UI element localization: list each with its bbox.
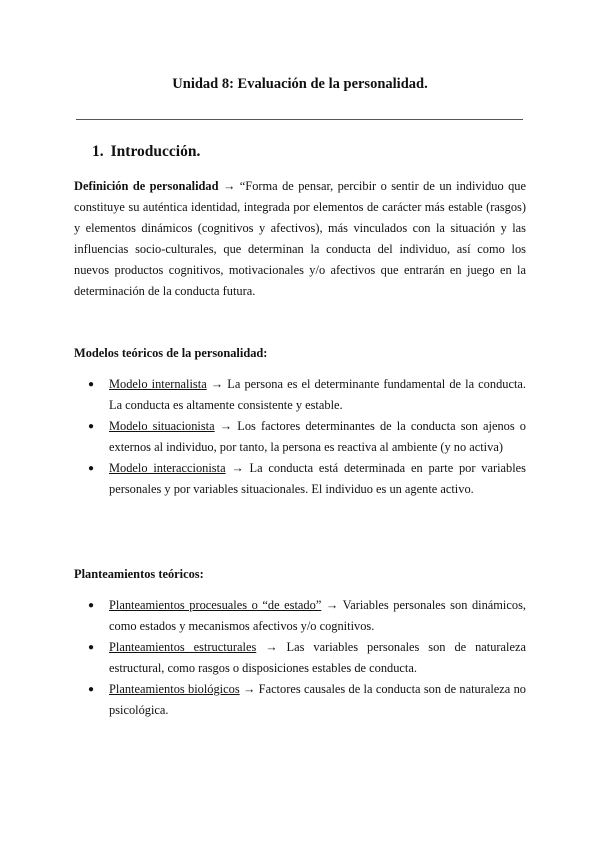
- approach-term: Planteamientos procesuales o “de estado”: [109, 598, 322, 612]
- approaches-heading: Planteamientos teóricos:: [74, 567, 204, 581]
- approach-description: Variables personales son dinámicos, como estados y mecanismos afectivos y/o cognitivos.: [109, 598, 526, 633]
- model-description: La persona es el determinante fundamental de la conducta. La conducta es altamente consistente y estable.: [109, 377, 526, 412]
- approach-arrow: →: [321, 598, 343, 612]
- model-term: Modelo situacionista: [109, 419, 215, 433]
- bullet-icon: ●: [88, 600, 95, 611]
- bullet-icon: ●: [88, 379, 95, 390]
- definition-text: “Forma de pensar, percibir o sentir de un individuo que constituye su auténtica identidad, integrada por elementos de carácter más estable (rasgos) y elementos dinámicos (cognitivos y afectivos), más vinculados con la situación y las influencias socio-culturales, que determinan la conducta del individuo, así como los nuevos productos cognitivos, motivacionales y/o afectivos que entrarán en juego en la determinación de la conducta futura.: [74, 179, 526, 298]
- definition-arrow: →: [218, 179, 240, 193]
- approach-term: Planteamientos biológicos: [109, 682, 240, 696]
- approach-description: Las variables personales son de naturaleza estructural, como rasgos o disposiciones estables de conducta.: [109, 640, 526, 675]
- approach-arrow: →: [239, 682, 259, 696]
- models-list: [74, 374, 526, 500]
- approach-description: Factores causales de la conducta son de naturaleza no psicológica.: [109, 682, 526, 717]
- model-description: Los factores determinantes de la conducta son ajenos o externos al individuo, por tanto, la persona es reactiva al ambiente (y no activa): [109, 419, 527, 454]
- list-item: [74, 679, 526, 721]
- section-heading: [92, 143, 200, 161]
- model-arrow: →: [206, 377, 228, 391]
- list-item: [74, 458, 526, 500]
- approach-arrow: →: [256, 640, 287, 654]
- list-item: [74, 595, 526, 637]
- section-number: 1.: [92, 143, 104, 160]
- bullet-icon: ●: [88, 421, 95, 432]
- approach-term: Planteamientos estructurales: [109, 640, 257, 654]
- list-item: [74, 637, 526, 679]
- title-divider: [76, 119, 523, 120]
- model-description: La conducta está determinada en parte por variables personales y por variables situacionales. El individuo es un agente activo.: [109, 461, 527, 496]
- model-term: Modelo internalista: [109, 377, 207, 391]
- list-item: [74, 374, 526, 416]
- bullet-icon: ●: [88, 642, 95, 653]
- definition-label: Definición de personalidad: [74, 179, 219, 193]
- list-item: [74, 416, 526, 458]
- section-title: Introducción.: [110, 143, 201, 160]
- models-heading: Modelos teóricos de la personalidad:: [74, 346, 268, 360]
- page-title: Unidad 8: Evaluación de la personalidad.: [172, 76, 428, 92]
- model-term: Modelo interaccionista: [109, 461, 226, 475]
- approaches-list: [74, 595, 526, 721]
- definition-paragraph: [74, 176, 526, 302]
- bullet-icon: ●: [88, 684, 95, 695]
- bullet-icon: ●: [88, 463, 95, 474]
- model-arrow: →: [214, 419, 238, 433]
- model-arrow: →: [225, 461, 250, 475]
